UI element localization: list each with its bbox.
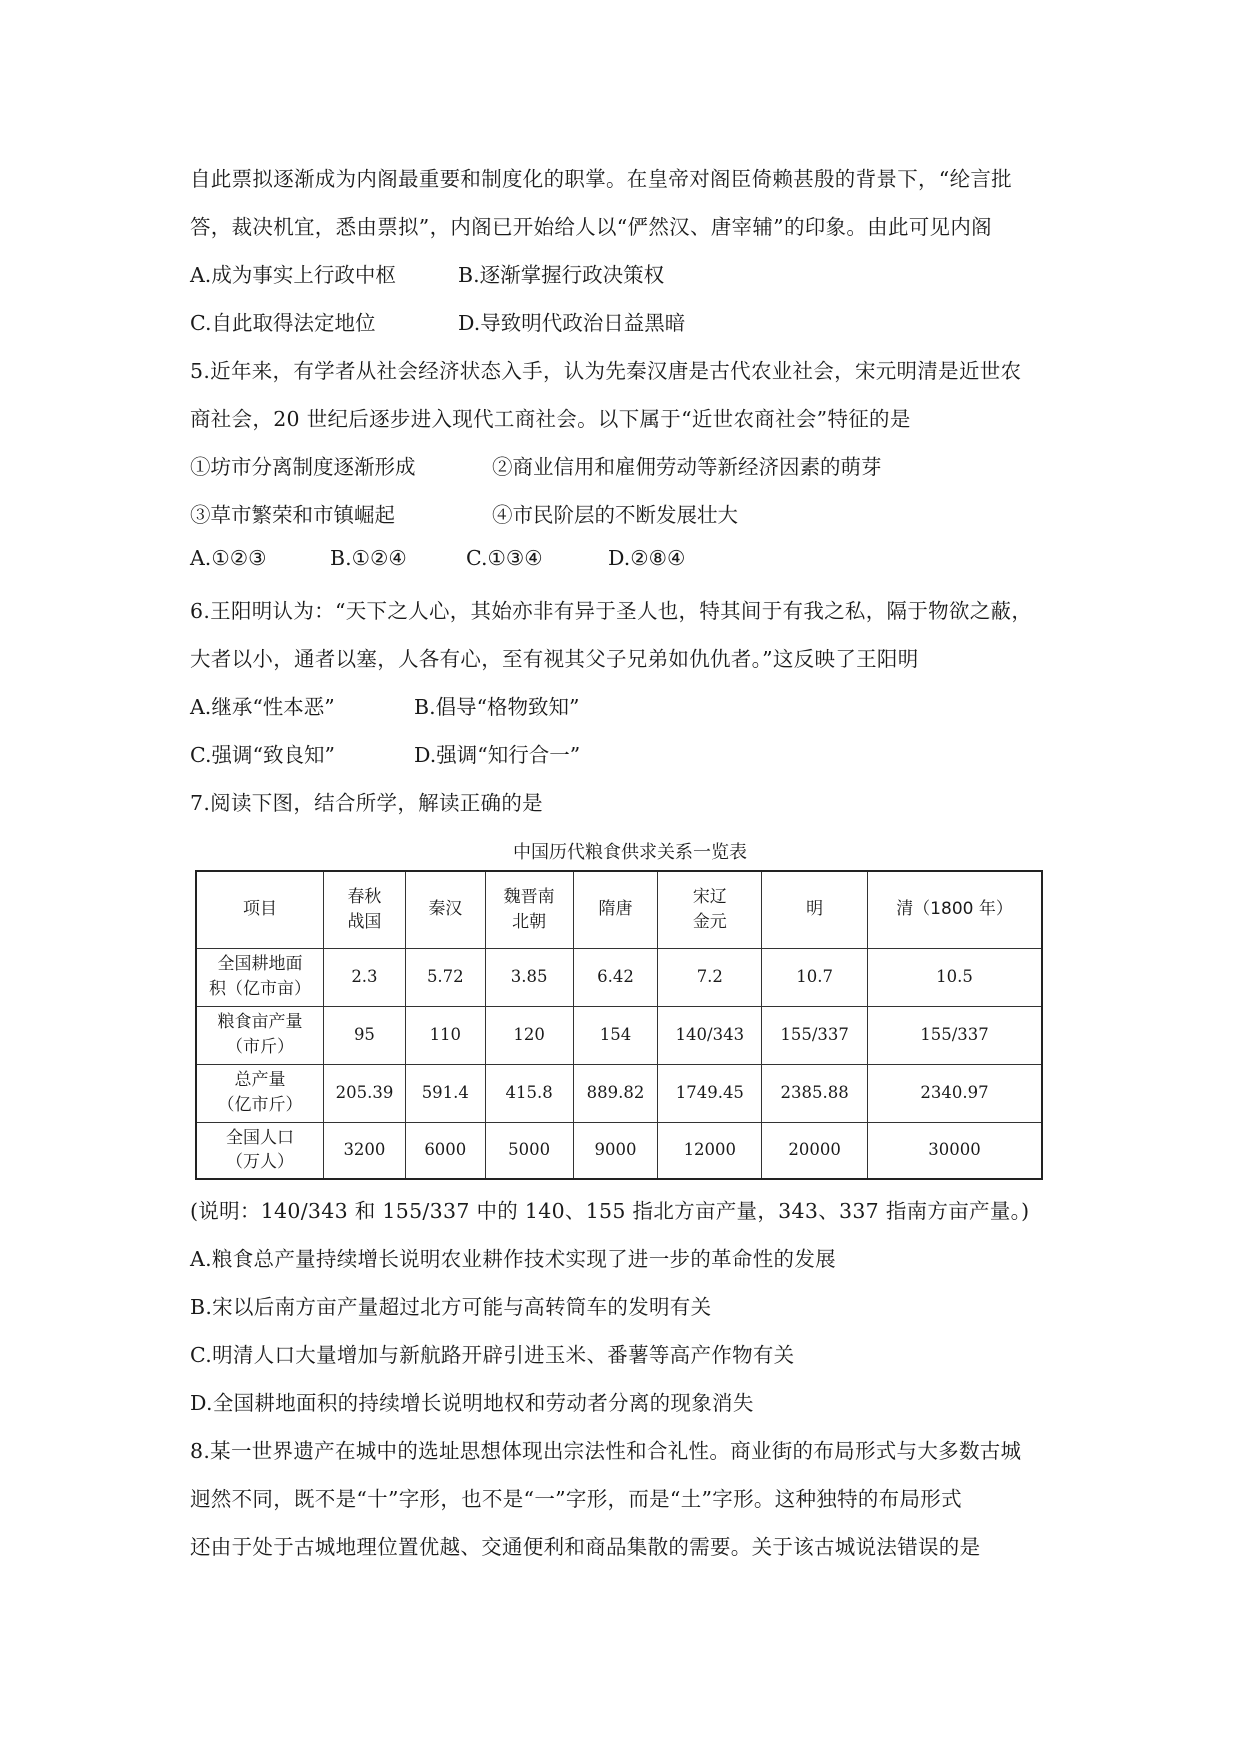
table-cell: 5.72 — [405, 948, 485, 1006]
q6-option-b: B.倡导“格物致知” — [414, 695, 580, 719]
row-label — [196, 1064, 324, 1122]
table-cell: 140/343 — [658, 1006, 762, 1064]
table-cell: 10.7 — [762, 948, 868, 1006]
table-cell: 6000 — [405, 1122, 485, 1179]
table-note: (说明：140/343 和 155/337 中的 140、155 指北方亩产量，343、337 指南方亩产量。) — [190, 1199, 1030, 1223]
q7-stem: 7.阅读下图，结合所学，解读正确的是 — [190, 791, 543, 815]
q8-stem-line-3: 还由于处于古城地理位置优越、交通便利和商品集散的需要。关于该古城说法错误的是 — [190, 1535, 981, 1559]
table-cell: 95 — [324, 1006, 406, 1064]
table-row — [196, 1006, 1042, 1064]
table-cell: 155/337 — [868, 1006, 1042, 1064]
header-period: 秦汉 — [405, 871, 485, 948]
q5-option-b: B.①②④ — [330, 546, 407, 570]
q5-item-4: ④市民阶层的不断发展壮大 — [492, 503, 738, 527]
header-period: 清（1800 年） — [868, 871, 1042, 948]
table-row — [196, 1064, 1042, 1122]
q6-stem-line-1: 6.王阳明认为：“天下之人心，其始亦非有异于圣人也，特其间于有我之私，隔于物欲之蔽， — [190, 599, 1033, 623]
table-cell: 5000 — [485, 1122, 573, 1179]
header-text: 宋辽 — [692, 887, 727, 908]
table-cell: 3200 — [324, 1122, 406, 1179]
table-cell: 7.2 — [658, 948, 762, 1006]
q4-option-c: C.自此取得法定地位 — [190, 311, 376, 335]
row-label — [196, 948, 324, 1006]
table-cell: 9000 — [573, 1122, 658, 1179]
table-cell: 889.82 — [573, 1064, 658, 1122]
header-text: 北朝 — [512, 911, 547, 932]
row-label-text: 总产量 — [234, 1070, 286, 1091]
table-cell: 2.3 — [324, 948, 406, 1006]
row-label-text: 全国耕地面 — [217, 954, 303, 975]
table-row — [196, 948, 1042, 1006]
q4-stem-line-2: 答，裁决机宜，悉由票拟”，内阁已开始给人以“俨然汉、唐宰辅”的印象。由此可见内阁 — [190, 215, 992, 239]
table-cell: 20000 — [762, 1122, 868, 1179]
q7-option-a: A.粮食总产量持续增长说明农业耕作技术实现了进一步的革命性的发展 — [190, 1247, 836, 1271]
q5-stem-line-2: 商社会，20 世纪后逐步进入现代工商社会。以下属于“近世农商社会”特征的是 — [190, 407, 911, 431]
header-period: 明 — [762, 871, 868, 948]
table-cell: 12000 — [658, 1122, 762, 1179]
row-label-text: 积（亿市亩） — [209, 979, 311, 999]
q4-stem-line-1: 自此票拟逐渐成为内阁最重要和制度化的职掌。在皇帝对阁臣倚赖甚殷的背景下，“纶言批 — [190, 167, 1012, 191]
grain-supply-table — [195, 870, 1043, 1180]
q4-option-d: D.导致明代政治日益黑暗 — [458, 311, 686, 335]
q5-option-a: A.①②③ — [190, 546, 267, 570]
header-period — [324, 871, 406, 948]
table-cell: 415.8 — [485, 1064, 573, 1122]
q4-option-a: A.成为事实上行政中枢 — [190, 263, 396, 287]
table-cell: 6.42 — [573, 948, 658, 1006]
table-cell: 30000 — [868, 1122, 1042, 1179]
table-cell: 10.5 — [868, 948, 1042, 1006]
table-cell: 1749.45 — [658, 1064, 762, 1122]
header-item: 项目 — [196, 871, 324, 948]
table-cell: 154 — [573, 1006, 658, 1064]
table-title: 中国历代粮食供求关系一览表 — [513, 842, 747, 863]
row-label-text: （亿市斤） — [217, 1095, 303, 1115]
header-text: 春秋 — [347, 887, 382, 908]
q5-stem-line-1: 5.近年来，有学者从社会经济状态入手，认为先秦汉唐是古代农业社会，宋元明清是近世农 — [190, 359, 1022, 383]
q7-option-d: D.全国耕地面积的持续增长说明地权和劳动者分离的现象消失 — [190, 1391, 754, 1415]
q5-option-d: D.②⑧④ — [608, 546, 686, 570]
table-cell: 2340.97 — [868, 1064, 1042, 1122]
q5-item-2: ②商业信用和雇佣劳动等新经济因素的萌芽 — [492, 455, 882, 479]
header-text: 战国 — [347, 911, 382, 932]
row-label — [196, 1122, 324, 1179]
q5-item-1: ①坊市分离制度逐渐形成 — [190, 455, 416, 479]
q8-stem-line-2: 迥然不同，既不是“十”字形，也不是“一”字形，而是“土”字形。这种独特的布局形式 — [190, 1487, 962, 1511]
q8-stem-line-1: 8.某一世界遗产在城中的选址思想体现出宗法性和合礼性。商业街的布局形式与大多数古城 — [190, 1439, 1022, 1463]
header-period — [658, 871, 762, 948]
header-text: 魏晋南 — [503, 887, 555, 908]
q6-option-d: D.强调“知行合一” — [414, 743, 581, 767]
table-header-row — [196, 871, 1042, 948]
table-cell: 3.85 — [485, 948, 573, 1006]
table-cell: 120 — [485, 1006, 573, 1064]
q6-stem-line-2: 大者以小，通者以塞，人各有心，至有视其父子兄弟如仇仇者。”这反映了王阳明 — [190, 647, 919, 671]
row-label-text: （市斤） — [226, 1037, 294, 1057]
q4-option-b: B.逐渐掌握行政决策权 — [458, 263, 665, 287]
header-period: 隋唐 — [573, 871, 658, 948]
row-label-text: 全国人口 — [226, 1127, 294, 1148]
table-cell: 2385.88 — [762, 1064, 868, 1122]
row-label — [196, 1006, 324, 1064]
q7-option-c: C.明清人口大量增加与新航路开辟引进玉米、番薯等高产作物有关 — [190, 1343, 795, 1367]
table-cell: 110 — [405, 1006, 485, 1064]
table-cell: 205.39 — [324, 1064, 406, 1122]
q5-option-c: C.①③④ — [466, 546, 543, 570]
header-period — [485, 871, 573, 948]
row-label-text: （万人） — [226, 1152, 294, 1173]
header-text: 金元 — [692, 911, 727, 932]
q5-item-3: ③草市繁荣和市镇崛起 — [190, 503, 395, 527]
table-cell: 591.4 — [405, 1064, 485, 1122]
q6-option-a: A.继承“性本恶” — [190, 695, 335, 719]
q6-option-c: C.强调“致良知” — [190, 743, 335, 767]
q7-option-b: B.宋以后南方亩产量超过北方可能与高转筒车的发明有关 — [190, 1295, 712, 1319]
row-label-text: 粮食亩产量 — [217, 1012, 303, 1033]
table-row — [196, 1122, 1042, 1179]
table-cell: 155/337 — [762, 1006, 868, 1064]
